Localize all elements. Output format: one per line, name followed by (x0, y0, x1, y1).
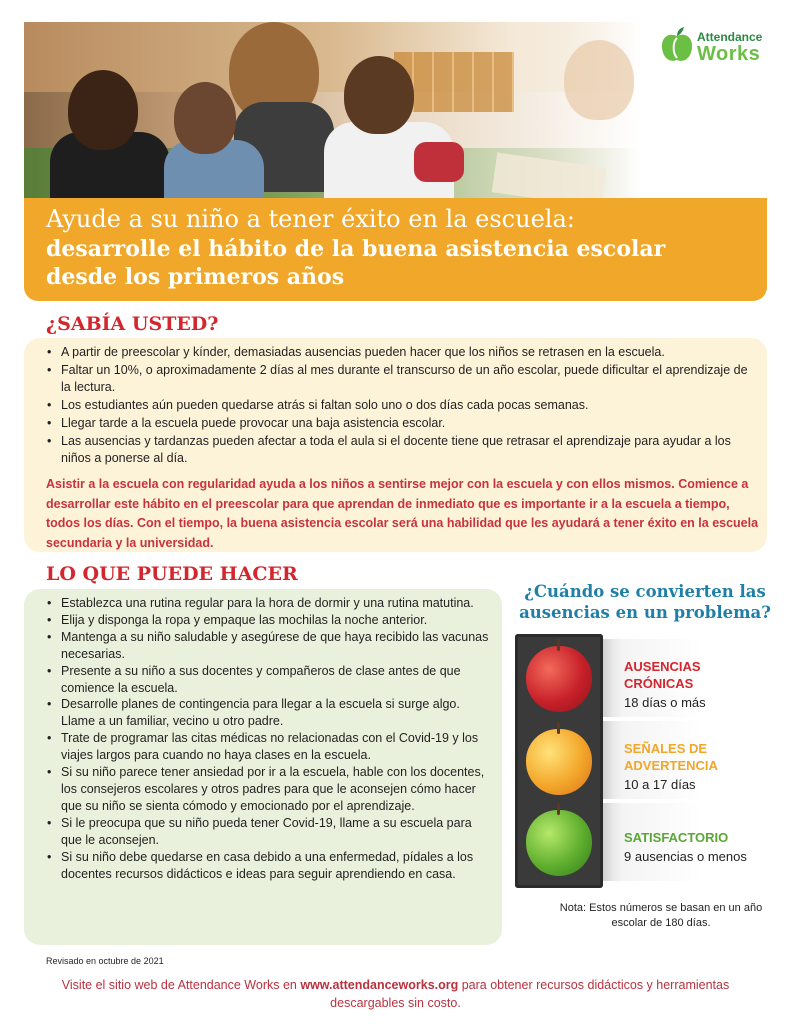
list-item: • Mantenga a su niño saludable y asegúrese de que haya recibido las vacunas necesarias. (46, 629, 493, 663)
list-item: • Presente a su niño a sus docentes y compañeros de clase antes de que comience la escuela. (46, 663, 493, 697)
list-item: • Las ausencias y tardanzas pueden afectar a toda el aula si el docente tiene que retrasar el aprendizaje para ayudar a los niños a ponerse al día. (46, 433, 754, 468)
website-link[interactable]: www.attendanceworks.org (300, 978, 459, 992)
list-item: • A partir de preescolar y kínder, demasiadas ausencias pueden hacer que los niños se retrasen en la escuela. (46, 344, 754, 362)
list-item: • Si su niño debe quedarse en casa debido a una enfermedad, pídales a los docentes recursos didácticos e ideas para seguir aprendiendo en casa. (46, 849, 493, 883)
revision-date: Revisado en octubre de 2021 (46, 956, 164, 966)
list-item: • Establezca una rutina regular para la hora de dormir y una rutina matutina. (46, 595, 493, 612)
lo-que-puede-hacer-heading: LO QUE PUEDE HACER (46, 563, 298, 585)
note-text: Nota: Estos números se basan en un año escolar de 180 días. (559, 902, 763, 929)
list-item: • Si le preocupa que su niño pueda tener Covid-19, llame a su escuela para que le aconsejen. (46, 815, 493, 849)
level-value-warning: 10 a 17 días (624, 777, 696, 792)
apple-stoplight (515, 634, 603, 888)
title-line-1: Ayude a su niño a tener éxito en la escuela: (46, 205, 575, 233)
green-apple-icon (526, 810, 592, 876)
logo-text-works: Works (697, 43, 761, 65)
sabia-usted-box (24, 338, 767, 552)
lo-que-puede-hacer-box (24, 589, 502, 945)
footer-text: Visite el sitio web de Attendance Works en www.attendanceworks.org para obtener recursos didácticos y herramientas descargables sin costo. (61, 978, 730, 1010)
list-item: • Faltar un 10%, o aproximadamente 2 días al mes durante el transcurso de un año escolar, puede dificultar el aprendizaje de la lectura. (46, 362, 754, 397)
attendance-works-logo (660, 22, 770, 68)
red-apple-icon (526, 646, 592, 712)
cuando-heading: ¿Cuándo se convierten las ausencias en un problema? (519, 582, 771, 622)
level-label-satisfactory: SATISFACTORIO (624, 830, 729, 845)
level-label-chronic: AUSENCIAS CRÓNICAS (624, 659, 701, 691)
yellow-apple-icon (526, 729, 592, 795)
apple-leaf-icon (660, 26, 694, 64)
sabia-highlight-text: Asistir a la escuela con regularidad ayuda a los niños a sentirse mejor con la escuela y con ellos mismos. Comience a desarrollar este hábito en el preescolar para que aprendan de inmediato que es importante ir a la escuela a tiempo, todos los días. Con el tiempo, la buena asistencia escolar será una habilidad que les ayudará a tener éxito en la escuela secundaria y la universidad. (46, 477, 759, 550)
hacer-bullet-list (46, 595, 493, 882)
sabia-usted-heading: ¿SABÍA USTED? (46, 313, 219, 335)
list-item: • Elija y disponga la ropa y empaque las mochilas la noche anterior. (46, 612, 493, 629)
sabia-bullet-list (46, 344, 754, 468)
list-item: • Si su niño parece tener ansiedad por ir a la escuela, hable con los docentes, los consejeros escolares y otros padres para que le aconsejen cómo hacer que su niño se sienta cómodo y emocionado por el aprendizaje. (46, 764, 493, 815)
level-value-satisfactory: 9 ausencias o menos (624, 849, 747, 864)
list-item: • Desarrolle planes de contingencia para llegar a la escuela si surge algo. Llame a un familiar, vecino u otro padre. (46, 696, 493, 730)
list-item: • Los estudiantes aún pueden quedarse atrás si faltan solo uno o dos días cada pocas semanas. (46, 397, 754, 415)
list-item: • Llegar tarde a la escuela puede provocar una baja asistencia escolar. (46, 415, 754, 433)
logo-text-attendance: Attendance (697, 30, 763, 44)
title-line-3: desde los primeros años (46, 264, 345, 290)
list-item: • Trate de programar las citas médicas no relacionadas con el Covid-19 y los viajes largos para cuando no haya clases en la escuela. (46, 730, 493, 764)
header-photo (24, 22, 640, 198)
title-line-2: desarrolle el hábito de la buena asistencia escolar (46, 236, 666, 262)
title-banner (24, 198, 767, 301)
level-label-warning: SEÑALES DE ADVERTENCIA (624, 741, 718, 773)
level-value-chronic: 18 días o más (624, 695, 706, 710)
